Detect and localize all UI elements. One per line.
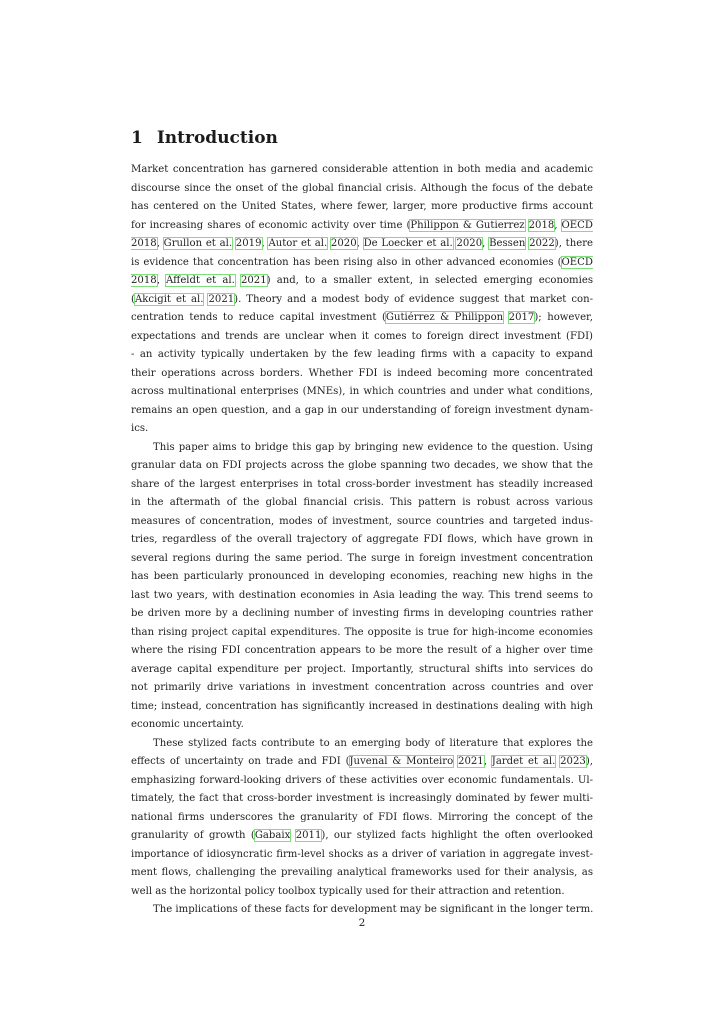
citation-link[interactable]: De Loecker et al.: [363, 238, 453, 249]
citation-link[interactable]: OECD: [561, 219, 593, 231]
body-text: [131, 161, 593, 920]
paragraph-line: in the aftermath of the global financial crisis. This pattern is robust across various: [131, 497, 593, 508]
citation-link[interactable]: Grullon et al.: [163, 238, 233, 249]
citation-link[interactable]: Affeldt et al.: [166, 275, 235, 286]
citation-link[interactable]: 2021: [240, 275, 267, 286]
paragraph-line: for increasing shares of economic activity over time (Philippon & Gutierrez 2018, OECD: [131, 219, 593, 231]
paragraph-line: measures of concentration, modes of investment, source countries and targeted indus-: [131, 515, 593, 527]
paragraph-line: across multinational enterprises (MNEs), in which countries and under what conditions,: [131, 386, 593, 397]
citation-link[interactable]: Gutiérrez & Philippon: [385, 312, 504, 323]
citation-link[interactable]: 2017: [508, 312, 535, 323]
paragraph-line: Market concentration has garnered considerable attention in both media and academic: [131, 164, 593, 175]
citation-link[interactable]: OECD: [561, 256, 593, 268]
paragraph-line: 2018, Affeldt et al. 2021) and, to a smaller extent, in selected emerging economies: [131, 275, 593, 286]
page-number: 2: [358, 917, 366, 929]
citation-link[interactable]: Bessen: [489, 238, 526, 249]
paragraph-line: has been particularly pronounced in developing economies, reaching new highs in the: [131, 571, 593, 582]
citation-link[interactable]: 2021: [208, 293, 235, 305]
paragraph-line: 2018, Grullon et al. 2019, Autor et al. 2020, De Loecker et al. 2020, Bessen 2022), there: [131, 238, 593, 249]
paragraph-line: - an activity typically undertaken by the few leading firms with a capacity to expand: [131, 349, 593, 360]
paragraph-line: timately, the fact that cross-border investment is increasingly dominated by fewer multi-: [131, 793, 593, 804]
citation-link[interactable]: Juvenal & Monteiro: [349, 756, 454, 767]
citation-link[interactable]: Gabaix: [254, 830, 291, 841]
paragraph-line: granularity of growth (Gabaix 2011), our stylized facts highlight the often overlooked: [131, 830, 593, 841]
paragraph-line: The implications of these facts for development may be significant in the longer term.: [153, 904, 593, 915]
paragraph-line: not primarily drive variations in investment concentration across countries and over: [131, 682, 593, 693]
citation-link[interactable]: Akcigit et al.: [134, 293, 204, 305]
paragraph-line: granular data on FDI projects across the globe spanning two decades, we show that the: [131, 460, 593, 471]
paragraph-line: centration tends to reduce capital investment (Gutiérrez & Philippon 2017); however,: [131, 312, 593, 323]
citation-link[interactable]: 2019: [235, 238, 262, 249]
citation-link[interactable]: 2018: [131, 238, 157, 249]
paragraph-line: well as the horizontal policy toolbox typically used for their attraction and retention.: [131, 885, 565, 897]
paragraph-line: has centered on the United States, where fewer, larger, more productive firms account: [131, 201, 593, 212]
paragraph-line: expectations and trends are unclear when it comes to foreign direct investment (FDI): [131, 330, 593, 342]
citation-link[interactable]: 2018: [528, 219, 555, 231]
citation-link[interactable]: 2020: [330, 238, 357, 249]
section-heading: [131, 128, 278, 148]
paragraph-line: remains an open question, and a gap in our understanding of foreign investment dynam-: [131, 404, 593, 416]
paragraph-line: effects of uncertainty on trade and FDI (Juvenal & Monteiro 2021, Jardet et al. 2023),: [131, 756, 593, 767]
paragraph-line: discourse since the onset of the global financial crisis. Although the focus of the debate: [131, 182, 593, 194]
paragraph-line: is evidence that concentration has been rising also in other advanced economies (OECD: [131, 256, 593, 268]
citation-link[interactable]: Jardet et al.: [491, 756, 556, 767]
citation-link[interactable]: 2022: [529, 238, 555, 249]
citation-link[interactable]: 2020: [456, 238, 483, 249]
paragraph-line: economic uncertainty.: [131, 719, 244, 730]
paragraph-line: ment flows, challenging the prevailing analytical frameworks used for their analysis, as: [131, 867, 593, 878]
citation-link[interactable]: 2023: [560, 756, 586, 767]
paragraph-line: be driven more by a declining number of investing firms in developing countries rather: [131, 608, 593, 619]
paragraph-line: national firms underscores the granularity of FDI flows. Mirroring the concept of the: [131, 811, 593, 823]
paragraph-line: than rising project capital expenditures. The opposite is true for high-income economies: [131, 626, 593, 638]
paragraph-line: These stylized facts contribute to an emerging body of literature that explores the: [153, 737, 593, 749]
paragraph-line: importance of idiosyncratic firm-level shocks as a driver of variation in aggregate invest-: [131, 848, 593, 860]
paragraph-line: average capital expenditure per project. Importantly, structural shifts into services do: [131, 663, 593, 675]
citation-link[interactable]: Autor et al.: [268, 238, 328, 249]
citation-link[interactable]: 2018: [131, 275, 157, 286]
paragraph-line: time; instead, concentration has significantly increased in destinations dealing with high: [131, 700, 593, 712]
paragraph-line: where the rising FDI concentration appears to be more the result of a higher over time: [131, 645, 593, 656]
citation-link[interactable]: Philippon & Gutierrez: [410, 219, 525, 231]
paragraph-line: (Akcigit et al. 2021). Theory and a modest body of evidence suggest that market con-: [131, 293, 593, 305]
paragraph-line: ics.: [131, 423, 149, 434]
citation-link[interactable]: 2021: [458, 756, 484, 767]
paragraph-line: their operations across borders. Whether FDI is indeed becoming more concentrated: [131, 367, 593, 379]
section-title: Introduction: [156, 128, 278, 148]
paragraph-line: emphasizing forward-looking drivers of these activities over economic fundamentals. Ul-: [131, 774, 593, 786]
paragraph-line: tries, regardless of the overall trajectory of aggregate FDI flows, which have grown in: [131, 534, 593, 545]
paragraph-line: last two years, with destination economies in Asia leading the way. This trend seems to: [131, 589, 593, 601]
paragraph-line: several regions during the same period. The surge in foreign investment concentration: [131, 552, 593, 564]
section-number: 1: [131, 128, 143, 148]
citation-link[interactable]: 2011: [295, 830, 322, 841]
paragraph-line: This paper aims to bridge this gap by bringing new evidence to the question. Using: [153, 441, 593, 453]
paragraph-line: share of the largest enterprises in total cross-border investment has steadily increased: [131, 478, 593, 490]
